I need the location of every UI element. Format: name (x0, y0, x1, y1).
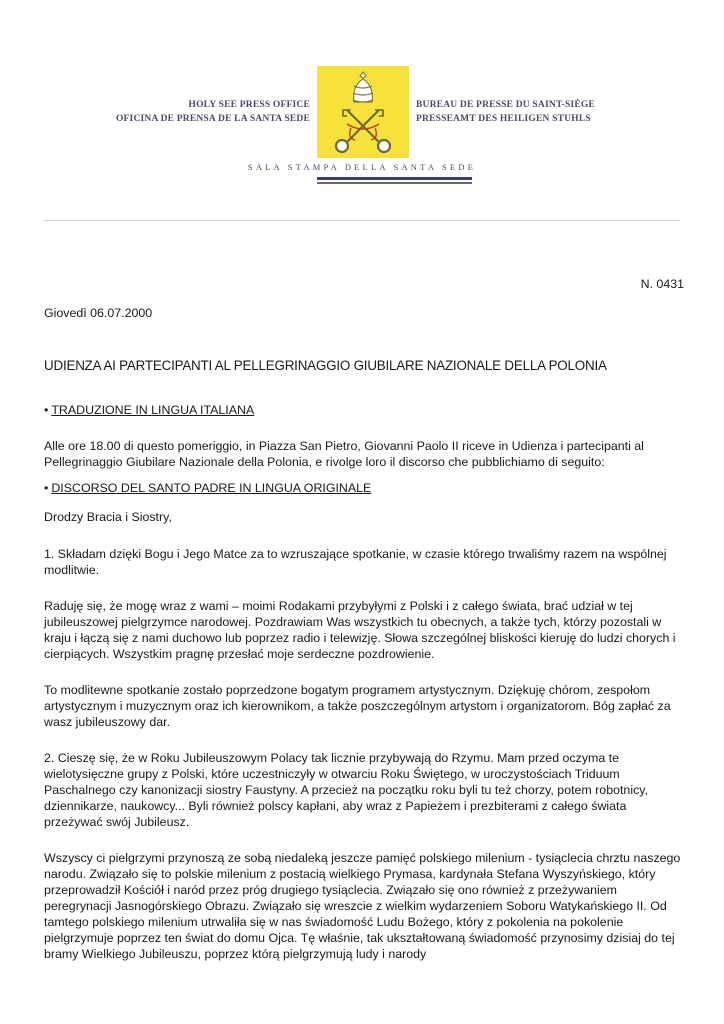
bullet-icon: • (44, 481, 49, 495)
header-rule (44, 220, 680, 221)
papal-keys-emblem-icon (317, 66, 409, 158)
speech-paragraph: 2. Cieszę się, że w Roku Jubileuszowym Polacy tak licznie przybywają do Rzymu. Mam przed oczyma te wielotysięczne grupy z Polski, które uczestniczyły w otwarciu Roku Świętego, w uroczystościach Triduum Paschalnego czy kanonizacji siostry Faustyny. A przecież na początku roku byli tu też chorzy, potem robotnicy, dziennikarze, naukowcy... Byli również polscy kapłani, aby wraz z Papieżem i prezbiterami z całego świata przeżywać swój Jubileusz. (44, 751, 648, 829)
bulletin-title: UDIENZA AI PARTECIPANTI AL PELLEGRINAGGIO GIUBILARE NAZIONALE DELLA POLONIA (44, 358, 607, 373)
bullet-icon: • (44, 403, 49, 417)
header-left-line1: HOLY SEE PRESS OFFICE (188, 100, 310, 110)
sala-stampa-subtitle: SALA STAMPA DELLA SANTA SEDE (247, 162, 477, 172)
header-divider-grey (317, 182, 472, 184)
intro-paragraph: Alle ore 18.00 di questo pomeriggio, in Piazza San Pietro, Giovanni Paolo II riceve in Udienza i partecipanti al Pellegrinaggio Giubilare Nazionale della Polonia, e rivolge loro il discorso che pubblichiamo di seguito: (44, 439, 644, 469)
bulletin-body (44, 276, 684, 962)
header-left-line2: OFICINA DE PRENSA DE LA SANTA SEDE (115, 114, 310, 124)
bulletin-number: N. 0431 (640, 277, 684, 291)
header-divider-blue (317, 177, 472, 180)
speech-paragraph: Raduję się, że mogę wraz z wami – moimi Rodakami przybyłymi z Polski i z całego świata, brać udział w tej jubileuszowej pielgrzymce narodowej. Pozdrawiam Was wszystkich tu obecnych, a także tych, którzy pozostali w kraju i łączą się z nami duchowo lub poprzez radio i telewizję. Słowa szczególnej bliskości kieruję do ludzi chorych i cierpiących. Wszystkim pragnę przesłać moje serdeczne pozdrowienie. (44, 599, 676, 661)
speech-greeting: Drodzy Bracia i Siostry, (44, 510, 172, 524)
speech-paragraph: To modlitewne spotkanie zostało poprzedzone bogatym programem artystycznym. Dziękuję chórom, zespołom artystycznym i muzycznym oraz ich kierownikom, a także poszczególnym artystom i organizatorom. Bóg zapłać za wasz jubileuszowy dar. (44, 683, 671, 729)
header-right-line2: PRESSEAMT DES HEILIGEN STUHLS (416, 114, 591, 124)
press-office-header (0, 0, 724, 230)
section-original-label[interactable]: DISCORSO DEL SANTO PADRE IN LINGUA ORIGINALE (51, 481, 372, 495)
section-translation-label[interactable]: TRADUZIONE IN LINGUA ITALIANA (51, 403, 255, 417)
header-right-line1: BUREAU DE PRESSE DU SAINT-SIÈGE (416, 100, 596, 110)
speech-paragraph: 1. Składam dzięki Bogu i Jego Matce za to wzruszające spotkanie, w czasie którego trwaliśmy razem na wspólnej modlitwie. (44, 547, 667, 577)
bulletin-date: Giovedì 06.07.2000 (44, 306, 153, 320)
speech-paragraph: Wszyscy ci pielgrzymi przynoszą ze sobą niedaleką jeszcze pamięć polskiego milenium - tysiąclecia chrztu naszego narodu. Związało się to polskie milenium z postacią wielkiego Prymasa, kardynała Stefana Wyszyńskiego, który przeprowadził Kościół i naród przez próg drugiego tysiąclecia. Związało się ono również z przeżywaniem peregrynacji Jasnogórskiego Obrazu. Związało się wreszcie z wielkim wydarzeniem Soboru Watykańskiego II. Od tamtego polskiego milenium utrwaliła się w nas świadomość Ludu Bożego, który z pokolenia na pokolenie pielgrzymuje poprzez ten świat do domu Ojca. Tę właśnie, tak ukształtowaną świadomość przynosimy dzisiaj do tej bramy Wielkiego Jubileuszu, poprzez którą pielgrzymują ludy i narody (44, 851, 681, 961)
section-original-link[interactable] (44, 480, 684, 496)
section-translation-link[interactable] (44, 402, 684, 418)
